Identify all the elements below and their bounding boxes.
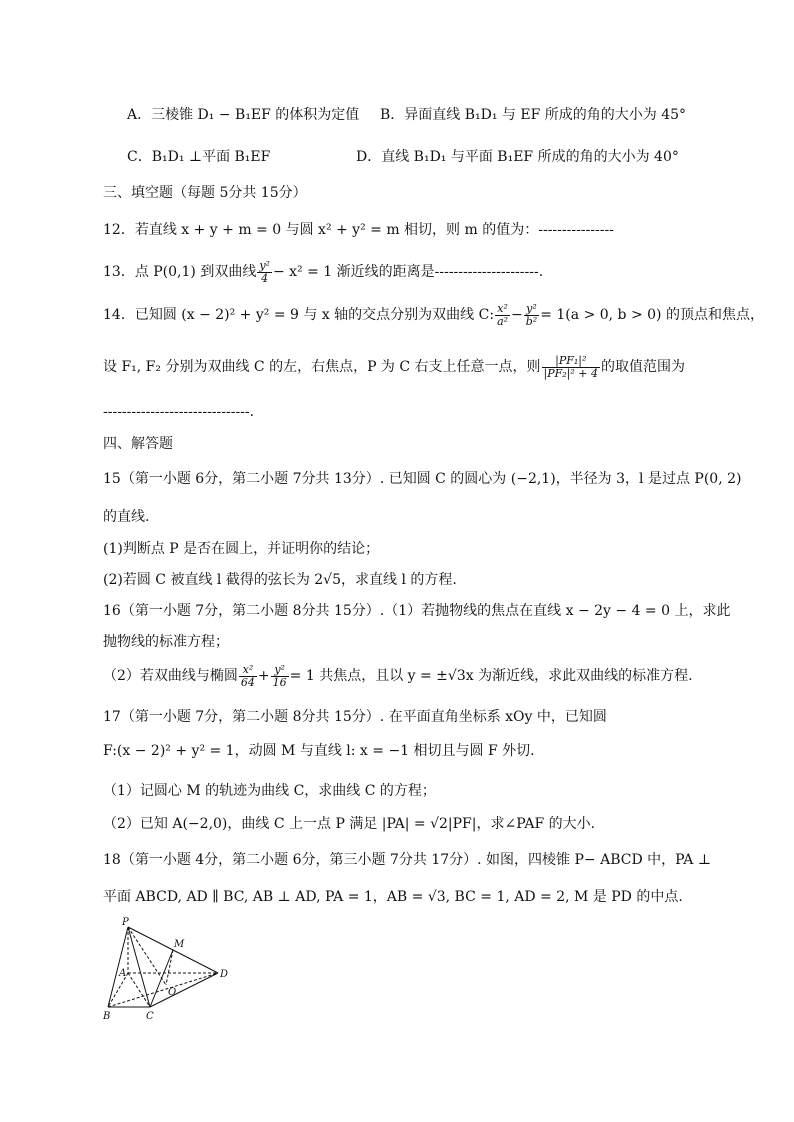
edge-ac (128, 973, 150, 1007)
q14-minus: − (511, 307, 523, 323)
q15-part2: (2)若圆 C 被直线 l 截得的弦长为 2√5，求直线 l 的方程. (103, 572, 457, 588)
q16-line1: 16（第一小题 7分，第二小题 8分共 15分）.（1）若抛物线的焦点在直线 x − 2y − 4 = 0 上，求此 (103, 603, 731, 619)
edge-cd (150, 973, 218, 1007)
q14-line2-pre: 设 F₁, F₂ 分别为双曲线 C 的左，右焦点，P 为 C 右支上任意一点，则 (103, 359, 541, 375)
question-12: 12．若直线 x + y + m = 0 与圆 x² + y² = m 相切，则 m 的值为：---------------- (103, 222, 614, 238)
q14-f2-den: b² (525, 314, 538, 328)
option-a: A．三棱锥 D₁ − B₁EF 的体积为定值 (127, 107, 360, 123)
pyramid-figure (100, 915, 240, 1025)
q14-f1-num: x² (495, 303, 510, 316)
q16-p2-pre: （2）若双曲线与椭圆 (103, 668, 238, 684)
label-d: D (220, 969, 229, 980)
q14-f3-num: |PF₁|² (542, 355, 600, 368)
label-o: O (168, 987, 177, 998)
label-p: P (122, 917, 129, 928)
q14-fraction-3 (542, 355, 600, 380)
option-b: B．异面直线 B₁D₁ 与 EF 所成的角的大小为 45° (380, 107, 687, 123)
question-14-line2 (103, 350, 685, 384)
q16-p2-post: = 1 共焦点，且以 y = ±√3x 为渐近线，求此双曲线的标准方程. (289, 668, 693, 684)
q18-line1: 18（第一小题 4分，第二小题 6分，第三小题 7分共 17分）. 如图，四棱锥 P− ABCD 中，PA ⊥ (103, 852, 712, 868)
q18-line2: 平面 ABCD, AD ∥ BC, AB ⊥ AD, PA = 1，AB = √3, BC = 1, AD = 2, M 是 PD 的中点. (103, 889, 683, 905)
q16-part2 (103, 661, 693, 691)
edge-po (128, 927, 166, 985)
q15-line2: 的直线. (103, 509, 150, 525)
q14-fraction-1 (495, 303, 510, 328)
q16-f2-num: y² (271, 664, 289, 677)
q14-line1-post: = 1(a > 0, b > 0) 的顶点和焦点， (540, 307, 764, 323)
q16-plus: + (257, 668, 270, 684)
question-14-line1 (103, 300, 764, 330)
edge-pb (108, 927, 128, 1007)
q14-f3-den: |PF₂|² + 4 (543, 366, 599, 380)
label-b: B (103, 1011, 111, 1022)
q16-f2-den: 16 (272, 675, 287, 689)
q17-part2: （2）已知 A(−2,0)，曲线 C 上一点 P 满足 |PA| = √2|PF|，求∠PAF 的大小. (103, 816, 596, 832)
q16-f1-num: x² (239, 664, 257, 677)
q14-f1-den: a² (497, 314, 509, 328)
edge-mo (166, 950, 173, 985)
q15-part1: (1)判断点 P 是否在圆上，并证明你的结论； (103, 541, 380, 557)
q13-pre: 13．点 P(0,1) 到双曲线 (103, 264, 257, 280)
q14-line2-post: 的取值范围为 (601, 359, 686, 375)
q16-line2: 抛物线的标准方程； (103, 634, 229, 650)
option-c: C．B₁D₁ ⊥平面 B₁EF (127, 149, 271, 165)
q14-fraction-2 (524, 303, 539, 328)
section4-title: 四、解答题 (103, 436, 173, 452)
q15-line1: 15（第一小题 6分，第二小题 7分共 13分）. 已知圆 C 的圆心为 (−2,1)，半径为 3，l 是过点 P(0, 2) (103, 471, 742, 487)
q17-line2: F:(x − 2)² + y² = 1，动圆 M 与直线 l: x = −1 相切且与圆 F 外切. (103, 743, 535, 759)
q14-blank: -------------------------------. (103, 404, 255, 420)
label-c: C (146, 1011, 154, 1022)
question-13 (103, 257, 543, 287)
q16-fraction-1 (239, 664, 257, 689)
q17-part1: （1）记圆心 M 的轨迹为曲线 C，求曲线 C 的方程； (103, 783, 436, 799)
section3-title: 三、填空题（每题 5分共 15分） (103, 185, 307, 201)
q13-frac-num: y² (259, 258, 270, 272)
q13-frac-den: 4 (261, 271, 269, 285)
q16-fraction-2 (271, 664, 289, 689)
q14-f2-num: y² (524, 303, 539, 316)
label-m: M (174, 939, 185, 950)
q17-line1: 17（第一小题 7分，第二小题 8分共 15分）. 在平面直角坐标系 xOy 中，已知圆 (103, 709, 607, 725)
q16-f1-den: 64 (240, 675, 255, 689)
option-d: D．直线 B₁D₁ 与平面 B₁EF 所成的角的大小为 40° (356, 149, 679, 165)
label-a: A (119, 968, 127, 979)
q13-fraction (257, 260, 272, 285)
q13-post: − x² = 1 渐近线的距离是----------------------. (272, 264, 544, 280)
q14-line1-pre: 14．已知圆 (x − 2)² + y² = 9 与 x 轴的交点分别为双曲线 C: (103, 307, 495, 323)
